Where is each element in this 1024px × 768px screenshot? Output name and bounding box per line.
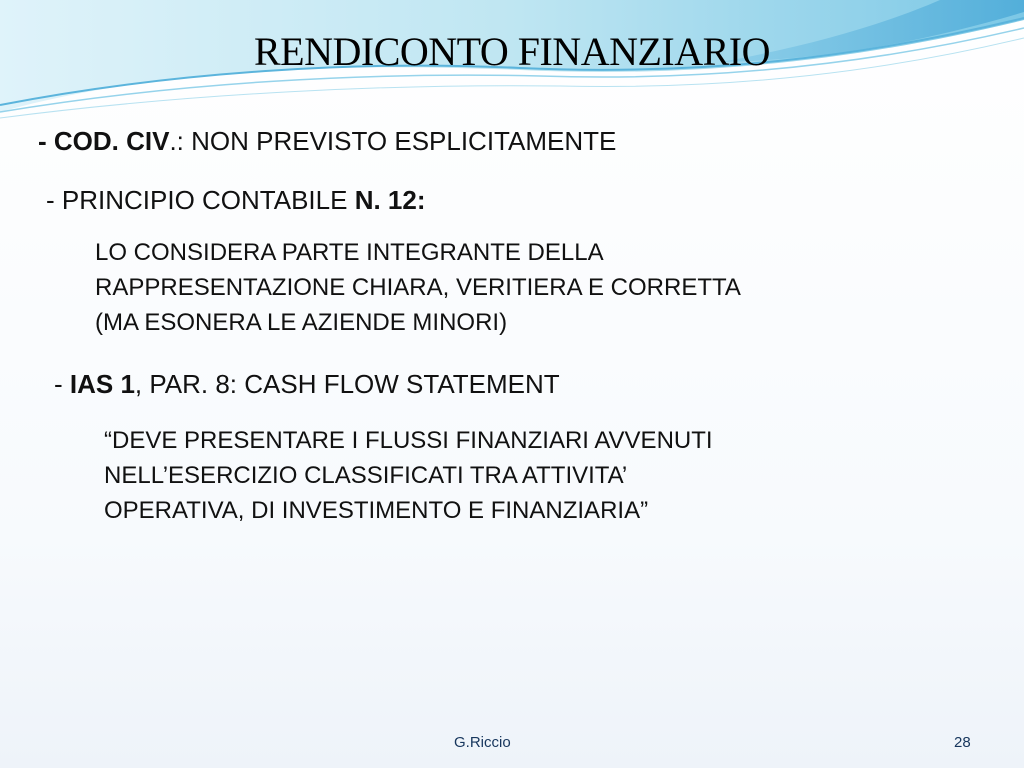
- ias-prefix: -: [54, 369, 70, 399]
- slide-title: RENDICONTO FINANZIARIO: [253, 29, 770, 74]
- ias-label: IAS 1: [69, 369, 135, 399]
- ias-line: [54, 369, 560, 400]
- paragraph-line: LO CONSIDERA PARTE INTEGRANTE DELLA: [95, 239, 604, 266]
- paragraph-line: OPERATIVA, DI INVESTIMENTO E FINANZIARIA”: [104, 497, 649, 524]
- accounting-principle-line: [46, 185, 426, 216]
- paragraph-line: NELL’ESERCIZIO CLASSIFICATI TRA ATTIVITA’: [104, 462, 628, 489]
- civil-code-label: - COD. CIV: [38, 126, 170, 156]
- accounting-principle-text: - PRINCIPIO CONTABILE: [46, 185, 355, 215]
- accounting-principle-paragraph: [95, 235, 741, 340]
- ias-quote-paragraph: [104, 423, 713, 528]
- paragraph-line: (MA ESONERA LE AZIENDE MINORI): [95, 309, 508, 336]
- ias-text: , PAR. 8: CASH FLOW STATEMENT: [134, 369, 560, 399]
- paragraph-line: “DEVE PRESENTARE I FLUSSI FINANZIARI AVVENUTI: [104, 427, 713, 454]
- civil-code-text: .: NON PREVISTO ESPLICITAMENTE: [169, 126, 617, 156]
- paragraph-line: RAPPRESENTAZIONE CHIARA, VERITIERA E CORRETTA: [95, 274, 741, 301]
- civil-code-line: [38, 126, 616, 157]
- accounting-principle-number: N. 12:: [354, 185, 426, 215]
- footer-author: G.Riccio: [454, 734, 511, 751]
- footer-page-number: 28: [954, 734, 971, 751]
